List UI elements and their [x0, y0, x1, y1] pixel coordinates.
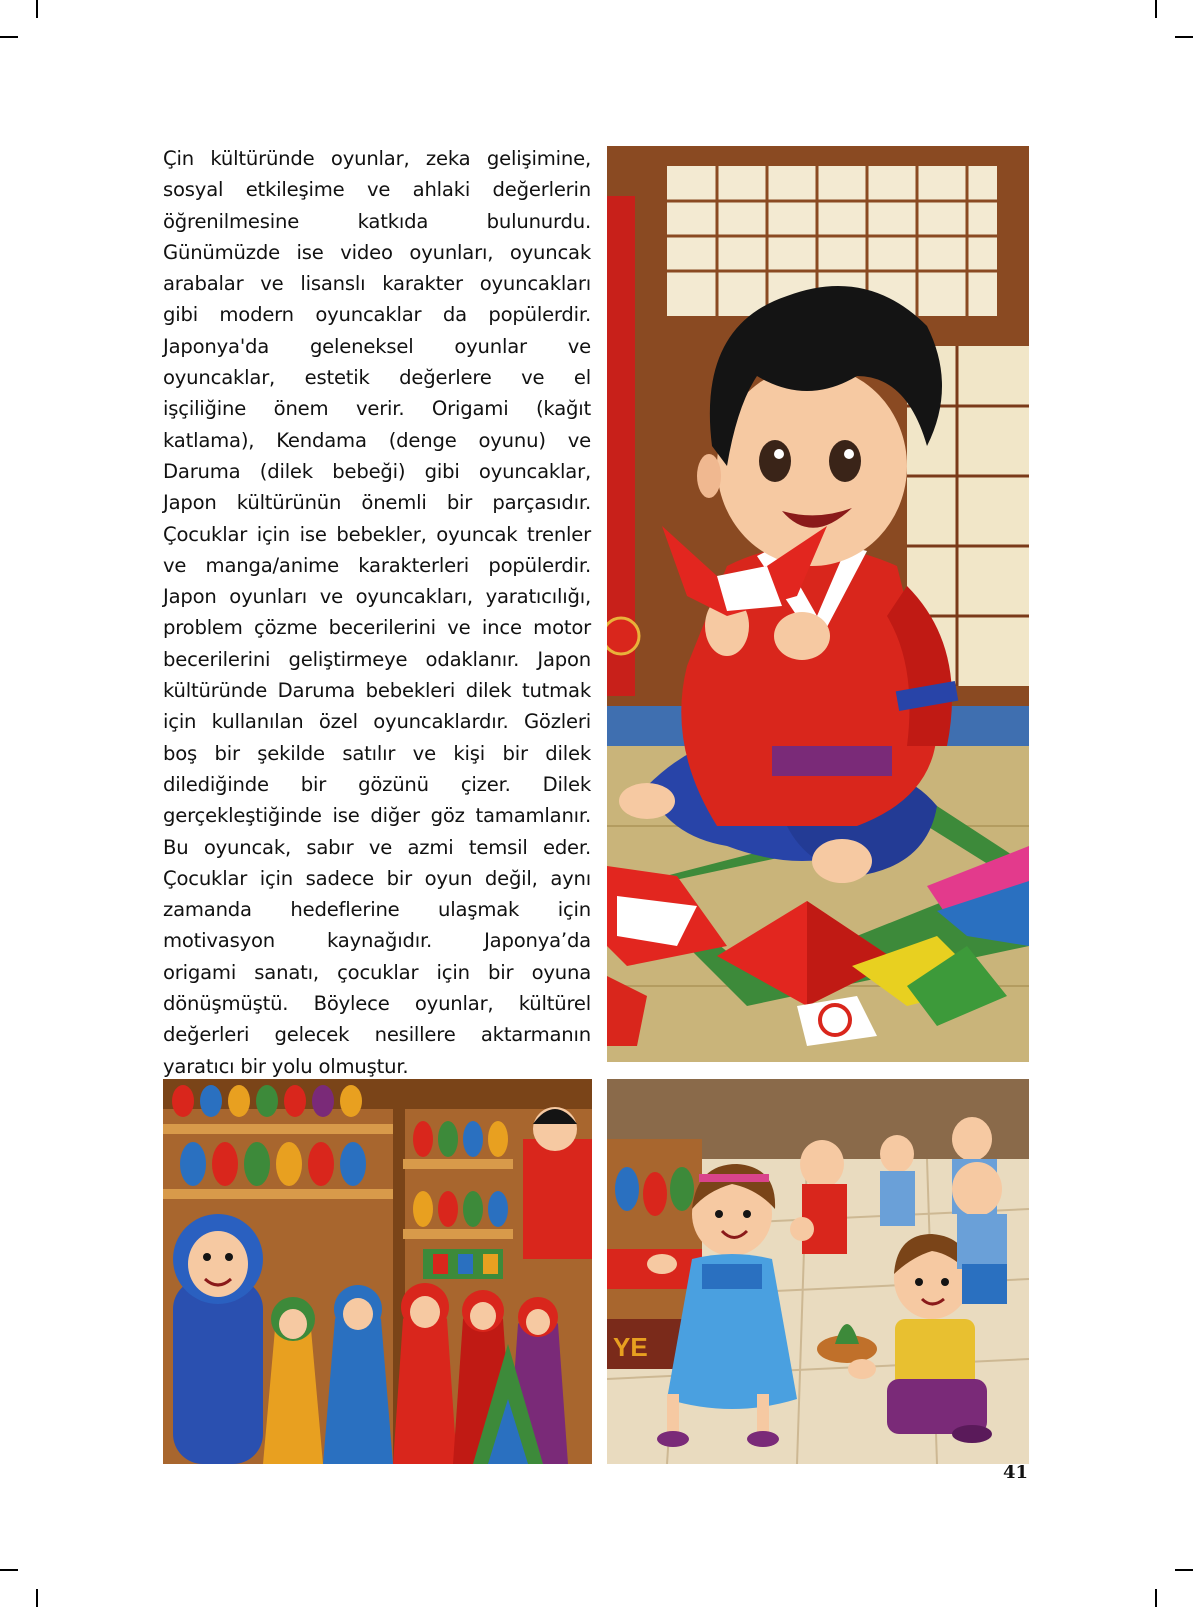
body-text	[163, 143, 591, 1082]
doll-shop-icon	[163, 1079, 592, 1464]
crop-mark-bottom-left-v	[36, 1589, 38, 1607]
body-text-line: becerilerini geliştirmeye odaklanır. Japon	[163, 647, 591, 671]
body-text-line: ve manga/anime karakterleri popülerdir.	[163, 553, 591, 577]
body-text-line: Japon kültürünün önemli bir parçasıdır.	[163, 491, 591, 515]
body-text-line: Çin kültüründe oyunlar, zeka gelişimine,	[163, 147, 591, 170]
origami-boy-icon	[607, 146, 1029, 1062]
body-text-line: Bu oyuncak, sabır ve azmi temsil eder.	[163, 835, 591, 859]
origami-boy-illustration	[607, 146, 1029, 1062]
body-text-line: motivasyon kaynağıdır. Japonya’da	[163, 929, 591, 953]
body-text-line: gerçekleştiğinde ise diğer göz tamamlanır.	[163, 804, 591, 828]
body-text-line: gibi modern oyuncaklar da popülerdir.	[163, 303, 591, 327]
body-text-line: Çocuklar için sadece bir oyun değil, aynı	[163, 866, 591, 890]
body-text-line: katlama), Kendama (denge oyunu) ve	[163, 428, 591, 452]
body-text-line: Günümüzde ise video oyunları, oyuncak	[163, 240, 591, 264]
page-number: 41	[1003, 1462, 1029, 1483]
playing-children-icon	[607, 1079, 1029, 1464]
body-text-line: Daruma (dilek bebeği) gibi oyuncaklar,	[163, 459, 591, 483]
body-text-line: dönüşmüştü. Böylece oyunlar, kültürel	[163, 992, 591, 1016]
body-text-line: Japon oyunları ve oyuncakları, yaratıcılığı,	[163, 585, 591, 609]
stall-sign-text: YE	[613, 1332, 648, 1362]
body-text-line: zamanda hedeflerine ulaşmak için	[163, 898, 591, 922]
crop-mark-bottom-right-v	[1155, 1589, 1157, 1607]
crop-mark-bottom-left-h	[0, 1569, 18, 1571]
body-text-line: Çocuklar için ise bebekler, oyuncak trenler	[163, 522, 591, 546]
body-text-line: arabalar ve lisanslı karakter oyuncakları	[163, 272, 591, 296]
body-text-line: için kullanılan özel oyuncaklardır. Gözleri	[163, 710, 591, 734]
body-text-line: Japonya'da geleneksel oyunlar ve	[163, 334, 591, 358]
body-text-line: oyuncaklar, estetik değerlere ve el	[163, 366, 591, 390]
body-text-line: öğrenilmesine katkıda bulunurdu.	[163, 209, 591, 233]
body-text-line: problem çözme becerilerini ve ince motor	[163, 616, 591, 640]
crop-mark-top-right-v	[1155, 0, 1157, 18]
body-text-line: origami sanatı, çocuklar için bir oyuna	[163, 960, 591, 984]
children-playing-illustration	[607, 1079, 1029, 1464]
body-text-line: yaratıcı bir yolu olmuştur.	[163, 1054, 409, 1078]
crop-mark-bottom-right-h	[1175, 1569, 1193, 1571]
body-text-line: dilediğinde bir gözünü çizer. Dilek	[163, 772, 591, 796]
daruma-doll-shop-illustration	[163, 1079, 592, 1464]
body-text-line: işçiliğine önem verir. Origami (kağıt	[163, 397, 591, 421]
body-text-line: kültüründe Daruma bebekleri dilek tutmak	[163, 679, 591, 703]
body-text-line: değerleri gelecek nesillere aktarmanın	[163, 1023, 591, 1047]
crop-mark-top-right-h	[1175, 36, 1193, 38]
body-text-line: sosyal etkileşime ve ahlaki değerlerin	[163, 178, 591, 202]
body-text-line: boş bir şekilde satılır ve kişi bir dilek	[163, 741, 591, 765]
crop-mark-top-left-h	[0, 36, 18, 38]
crop-mark-top-left-v	[36, 0, 38, 18]
